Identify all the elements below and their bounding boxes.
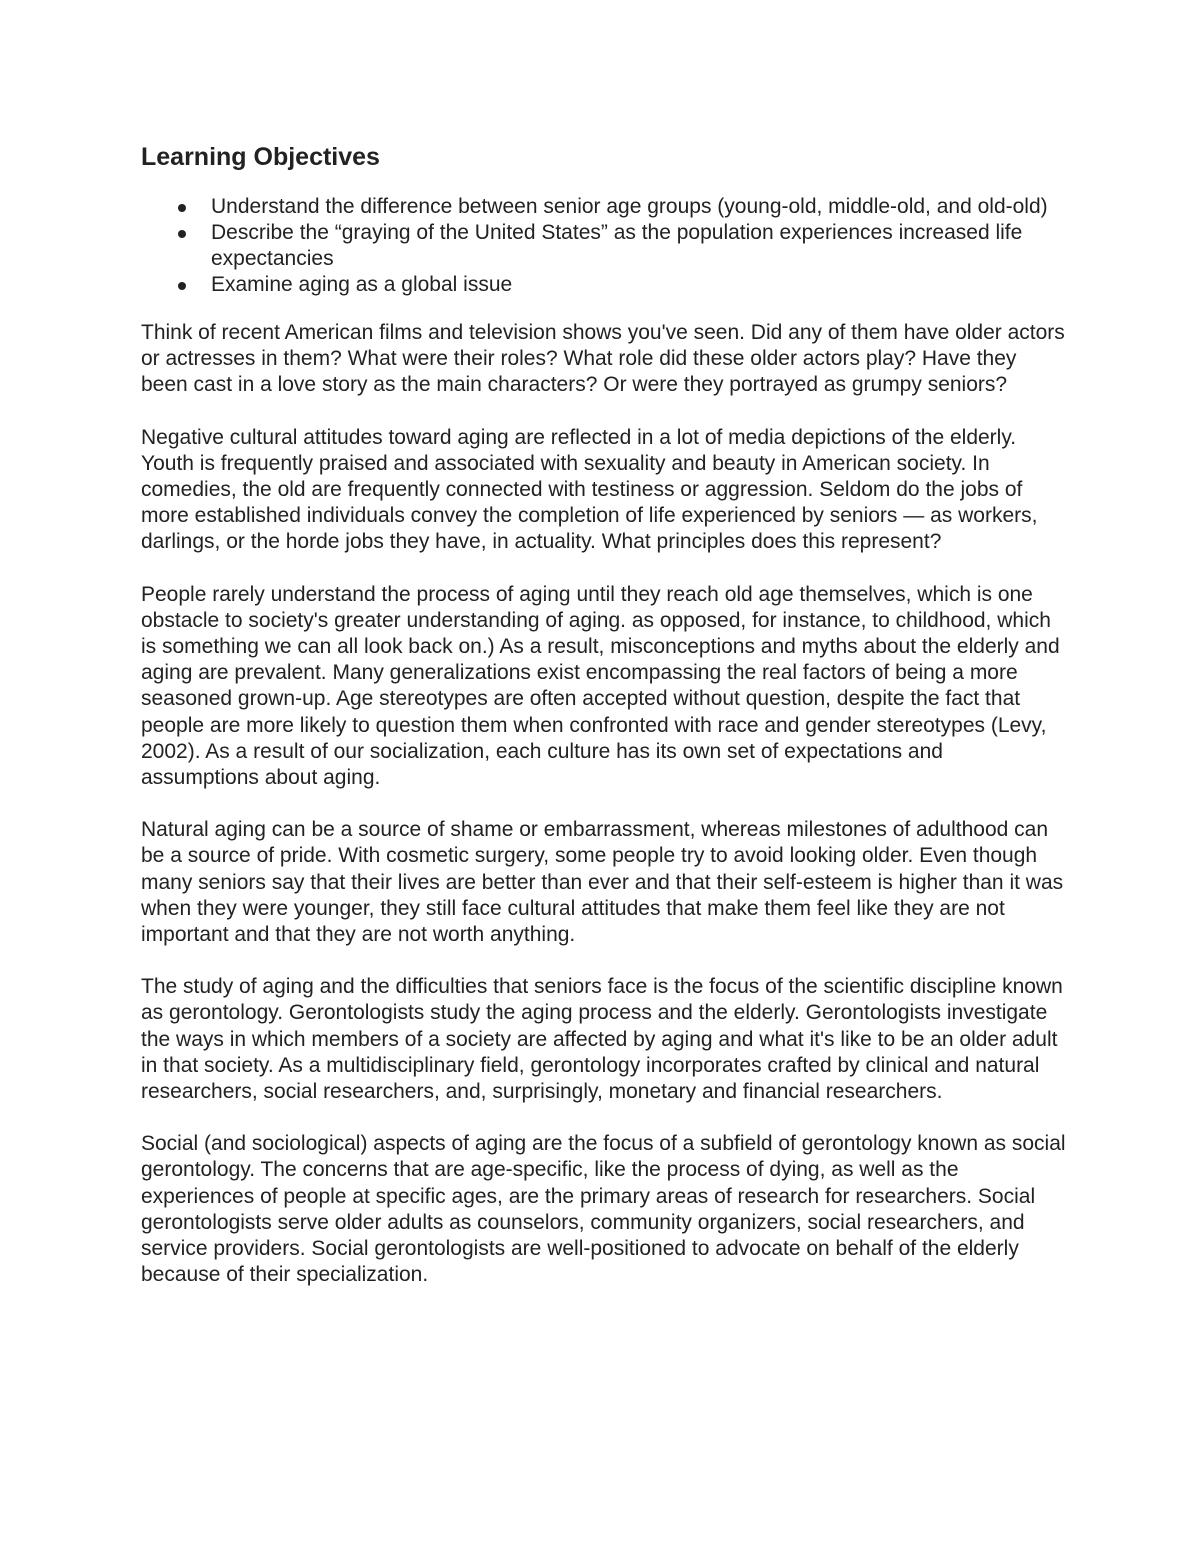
bullet-icon: [178, 230, 186, 238]
learning-objectives-list: [141, 194, 1066, 298]
list-item: [141, 272, 1066, 298]
paragraph-media-roles: Think of recent American films and television shows you've seen. Did any of them have older actors or actresses in them? What were their roles? What role did these older actors play? Have they been cast in a love story as the main characters? Or were they portrayed as grumpy seniors?: [141, 321, 1065, 397]
bullet-icon: [178, 282, 186, 290]
list-item: [141, 220, 1066, 272]
page-title: Learning Objectives: [141, 143, 380, 171]
paragraph-gerontology: The study of aging and the difficulties that seniors face is the focus of the scientific discipline known as gerontology. Gerontologists study the aging process and the elderly. Gerontologists investigate the ways in which members of a society are affected by aging and what it's like to be an older adult in that society. As a multidisciplinary field, gerontology incorporates crafted by clinical and natural researchers, social researchers, and, surprisingly, monetary and financial researchers.: [141, 975, 1063, 1104]
paragraph-cultural-attitudes: Negative cultural attitudes toward aging are reflected in a lot of media depictions of the elderly. Youth is frequently praised and associated with sexuality and beauty in American society. In comedies, the old are frequently connected with testiness or aggression. Seldom do the jobs of more established individuals convey the completion of life experienced by seniors — as workers, darlings, or the horde jobs they have, in actuality. What principles does this represent?: [141, 425, 1038, 554]
paragraph-stereotypes: People rarely understand the process of aging until they reach old age themselves, which is one obstacle to society's greater understanding of aging. as opposed, for instance, to childhood, which is something we can all look back on.) As a result, misconceptions and myths about the elderly and aging are prevalent. Many generalizations exist encompassing the real factors of being a more seasoned grown-up. Age stereotypes are often accepted without question, despite the fact that people are more likely to question them when confronted with race and gender stereotypes (Levy, 2002). As a result of our socialization, each culture has its own set of expectations and assumptions about aging.: [141, 582, 1060, 790]
paragraph-social-gerontology: Social (and sociological) aspects of aging are the focus of a subfield of gerontology known as social gerontology. The concerns that are age-specific, like the process of dying, as well as the experiences of people at specific ages, are the primary areas of research for researchers. Social gerontologists serve older adults as counselors, community organizers, social researchers, and service providers. Social gerontologists are well-positioned to advocate on behalf of the elderly because of their specialization.: [141, 1132, 1066, 1287]
paragraph-natural-aging: Natural aging can be a source of shame or embarrassment, whereas milestones of adulthood can be a source of pride. With cosmetic surgery, some people try to avoid looking older. Even though many seniors say that their lives are better than ever and that their self-esteem is higher than it was when they were younger, they still face cultural attitudes that make them feel like they are not important and that they are not worth anything.: [141, 818, 1064, 947]
objective-text: Examine aging as a global issue: [211, 273, 513, 296]
bullet-icon: [178, 204, 186, 212]
list-item: [141, 194, 1066, 220]
objective-text: Describe the “graying of the United States” as the population experiences increased life expectancies: [211, 221, 1023, 270]
document-page: [141, 140, 1066, 1315]
objective-text: Understand the difference between senior age groups (young-old, middle-old, and old-old): [211, 195, 1048, 218]
